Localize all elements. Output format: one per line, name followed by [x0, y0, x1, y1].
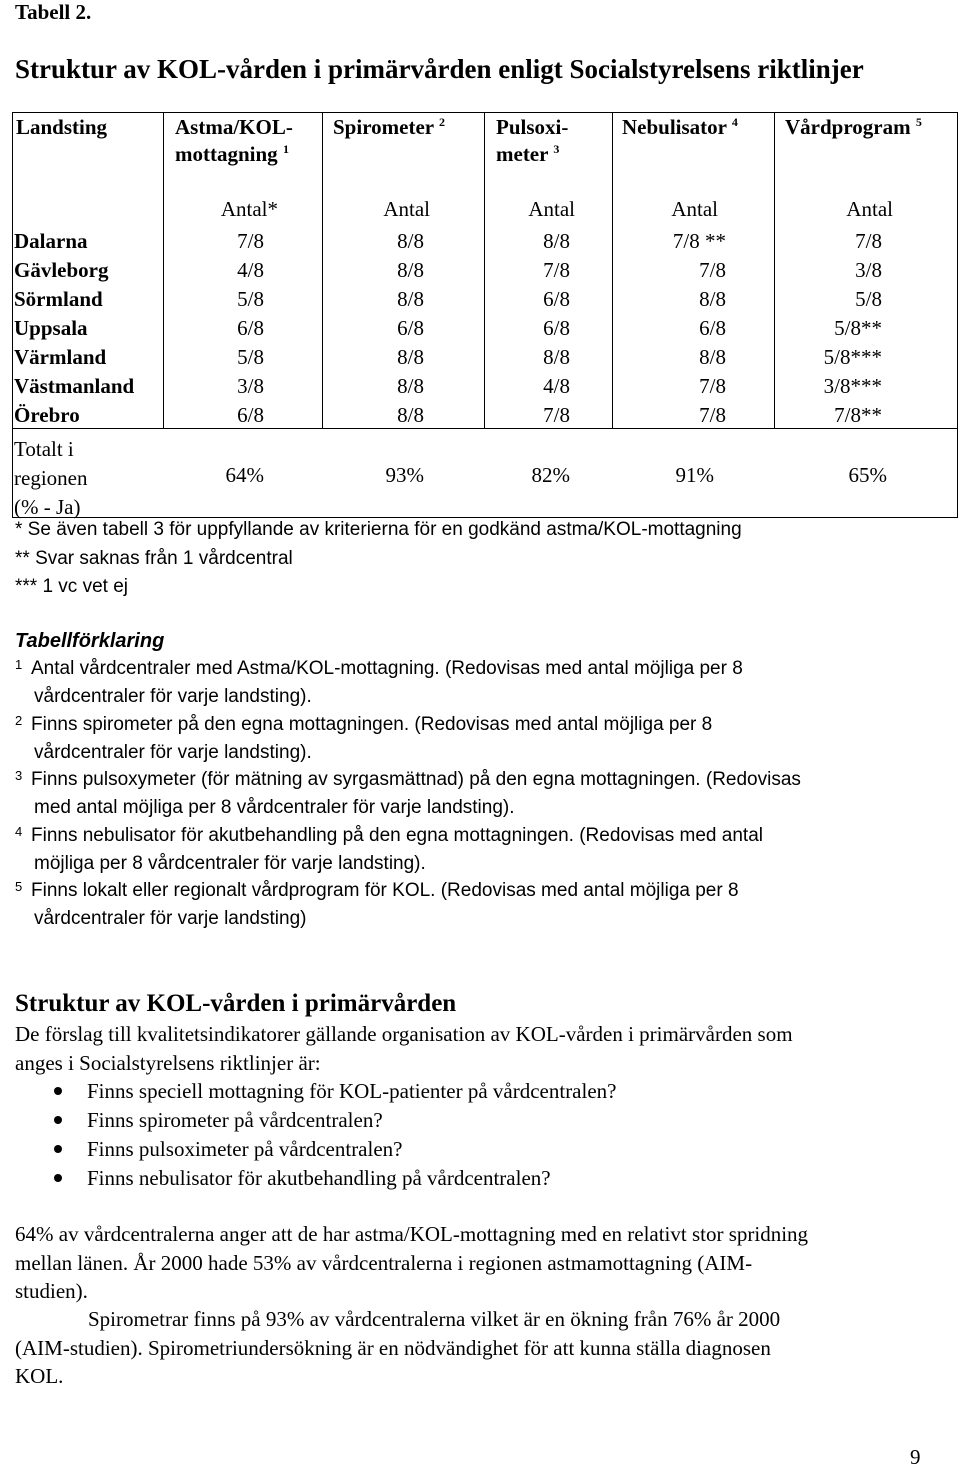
explanation-text: vårdcentraler för varje landsting).: [34, 686, 312, 707]
table-cell: 5/8: [237, 345, 264, 369]
table-cell: 6/8: [543, 287, 570, 311]
table-cell: 8/8: [699, 287, 726, 311]
bullet-icon: [54, 1174, 62, 1182]
section-heading: Struktur av KOL-vården i primärvården: [15, 990, 457, 1017]
footnote: * Se även tabell 3 för uppfyllande av kriterierna för en godkänd astma/KOL-mottagning: [15, 519, 742, 540]
table-cell: 5/8: [855, 287, 882, 311]
explanation-text: vårdcentraler för varje landsting): [34, 908, 307, 929]
table-col-divider: [612, 112, 613, 428]
explanation-text: Finns nebulisator för akutbehandling på den egna mottagningen. (Redovisas med antal: [31, 824, 763, 846]
footnote-number: 3: [15, 768, 23, 783]
table-cell: 7/8: [699, 403, 726, 427]
table-cell: 8/8: [397, 287, 424, 311]
explanation-heading: Tabellförklaring: [15, 630, 165, 652]
paragraph-astma-kol: 64% av vårdcentralerna anger att de har astma/KOL-mottagning med en relativt stor spridning mellan länen. År 2000 hade 53% av vårdcentralerna i regionen astmamottagning (AIM- studien).: [15, 1222, 809, 1303]
table-cell: 7/8: [699, 258, 726, 282]
bullet-icon: [54, 1116, 62, 1124]
table-row-divider: [12, 428, 958, 429]
table-cell: 3/8: [855, 258, 882, 282]
table-cell: 7/8: [543, 403, 570, 427]
table-cell: 7/8 **: [672, 229, 726, 253]
table-cell: 8/8: [397, 374, 424, 398]
explanation-text: Finns spirometer på den egna mottagningen. (Redovisas med antal möjliga per 8: [31, 713, 713, 735]
table-cell: 7/8: [237, 229, 264, 253]
unit-label: Antal: [671, 197, 718, 221]
header-landsting: Landsting: [16, 115, 108, 139]
explanation-text: Finns pulsoxymeter (för mätning av syrgasmättnad) på den egna mottagningen. (Redovisas: [31, 769, 801, 790]
footnote: *** 1 vc vet ej: [15, 576, 128, 597]
total-value: 91%: [675, 463, 714, 487]
table-cell: 8/8: [397, 345, 424, 369]
table-cell: 8/8: [397, 258, 424, 282]
table-cell: 3/8***: [823, 374, 882, 398]
section-intro: De förslag till kvalitetsindikatorer gällande organisation av KOL-vården i primärvården som anges i Socialstyrelsens riktlinjer är:: [15, 1022, 793, 1075]
kol-structure-table: [12, 112, 958, 518]
table-cell: 7/8: [543, 258, 570, 282]
header-spirometer: Spirometer $^2$: [333, 115, 445, 139]
row-label: Sörmland: [14, 287, 103, 311]
footnote-number: 4: [15, 823, 23, 839]
row-label: Örebro: [14, 403, 80, 427]
table-col-divider: [322, 112, 323, 428]
total-value: 64%: [225, 463, 264, 487]
table-cell: 6/8: [699, 316, 726, 340]
table-cell: 8/8: [397, 229, 424, 253]
total-value: 82%: [531, 463, 570, 487]
explanation-text: Antal vårdcentraler med Astma/KOL-mottagning. (Redovisas med antal möjliga per 8: [31, 658, 743, 679]
table-cell: 4/8: [237, 258, 264, 282]
table-cell: 6/8: [237, 316, 264, 340]
explanation-text: vårdcentraler för varje landsting).: [34, 741, 312, 763]
footnote-number: 1: [15, 657, 23, 672]
table-cell: 7/8: [699, 374, 726, 398]
page-number: 9: [910, 1445, 921, 1469]
table-cell: 8/8: [543, 229, 570, 253]
explanation-text: möjliga per 8 vårdcentraler för varje landsting).: [34, 852, 426, 874]
explanation-text: med antal möjliga per 8 vårdcentraler för varje landsting).: [34, 797, 515, 818]
table-cell: 5/8***: [823, 345, 882, 369]
table-cell: 7/8: [855, 229, 882, 253]
total-label: Totalt i regionen (% - Ja): [14, 437, 88, 519]
header-nebulisator: Nebulisator $^4$: [622, 115, 738, 139]
header-astma-kol: Astma/KOL- mottagning $^1$: [175, 115, 293, 166]
table-cell: 7/8**: [834, 403, 882, 427]
page-title: Struktur av KOL-vården i primärvården enligt Socialstyrelsens riktlinjer: [15, 54, 864, 84]
unit-label: Antal: [846, 197, 893, 221]
header-vardprogram: Vårdprogram $^5$: [785, 115, 922, 139]
table-cell: 8/8: [699, 345, 726, 369]
table-cell: 4/8: [543, 374, 570, 398]
row-label: Värmland: [14, 345, 107, 369]
table-cell: 6/8: [397, 316, 424, 340]
table-cell: 3/8: [237, 374, 264, 398]
unit-label: Antal*: [220, 197, 278, 221]
total-value: 93%: [385, 463, 424, 487]
bullet-icon: [54, 1145, 62, 1153]
table-cell: 5/8**: [834, 316, 882, 340]
paragraph-spirometry: Spirometrar finns på 93% av vårdcentralerna vilket är en ökning från 76% år 2000 (AIM-studien). Spirometriundersökning är en nödvändighet för att kunna ställa diagnosen KOL.: [15, 1307, 781, 1388]
total-value: 65%: [848, 463, 887, 487]
table-col-divider: [484, 112, 485, 428]
unit-label: Antal: [383, 197, 430, 221]
table-col-divider: [163, 112, 164, 428]
row-label: Gävleborg: [14, 258, 109, 282]
table-cell: 8/8: [397, 403, 424, 427]
row-label: Uppsala: [14, 316, 88, 340]
table-col-divider: [774, 112, 775, 428]
row-label: Dalarna: [14, 229, 88, 253]
table-cell: 6/8: [543, 316, 570, 340]
unit-label: Antal: [528, 197, 575, 221]
header-pulsoximeter: Pulsoxi- meter $^3$: [496, 115, 569, 166]
footnote: ** Svar saknas från 1 vårdcentral: [15, 547, 293, 569]
bullet-icon: [54, 1087, 62, 1095]
table-cell: 6/8: [237, 403, 264, 427]
document-page: Tabell 2. Struktur av KOL-vården i primärvården enligt Socialstyrelsens riktlinjer Landsting Astma/KOL- mottagning $^1$ Spirometer $^2$ Pulsoxi- meter $^3$ Nebulisator $^4$ Vårdprogram $^5$ Antal* Antal Antal Antal Antal Dalarna 7/8 8/8 8/8 7/8 ** 7/8 Gävleborg 4/8 8/8 7/8 7/8 3/8 Sörmland 5/8 8/8 6/8 8/8 5/8 Uppsala 6/8 6/8 6/8 6/8 5/8** Värmland 5/8 8/8 8/8 8/8 5/8*** Västmanland 3/8 8/8 4/8 7/8 3/8*** Örebro 6/8 8/8 7/8 7/8 7/8** Totalt i regionen (% - Ja) 64% 93% 82% 91% 65% * Se även tabell 3 för uppfyllande av kriterierna för en godkänd astma/KOL-mottagning ** Svar saknas från 1 vårdcentral *** 1 vc vet ej Tabellförklaring 1 Antal vårdcentraler med Astma/KOL-mottagning. (Redovisas med antal möjliga per 8 vårdcentraler för varje landsting). 2 Finns spirometer på den egna mottagningen. (Redovisas med antal möjliga per 8 vårdcentraler för varje landsting). 3 Finns pulsoxymeter (för mätning av syrgasmättnad) på den egna mottagningen. (Redovisas med antal möjliga per 8 vårdcentraler för varje landsting). 4 Finns nebulisator för akutbehandling på den egna mottagningen. (Redovisas med antal möjliga per 8 vårdcentraler för varje landsting). 5 Finns lokalt eller regionalt vårdprogram för KOL. (Redovisas med antal möjliga per 8 vårdcentraler för varje landsting) Struktur av KOL-vården i primärvården De förslag till kvalitetsindikatorer gällande organisation av KOL-vården i primärvården som anges i Socialstyrelsens riktlinjer är: Finns speciell mottagning för KOL-patienter på vårdcentralen? Finns spirometer på vårdcentralen? Finns pulsoximeter på vårdcentralen? Finns nebulisator för akutbehandling på vårdcentralen? 64% av vårdcentralerna anger att de har astma/KOL-mottagning med en relativt stor spridning mellan länen. År 2000 hade 53% av vårdcentralerna i regionen astmamottagning (AIM- studien). Spirometrar finns på 93% av vårdcentralerna vilket är en ökning från 76% år 2000 (AIM-studien). Spirometriundersökning är en nödvändighet för att kunna ställa diagnosen KOL. 9: [0, 0, 960, 1469]
footnote-number: 5: [15, 879, 23, 894]
table-cell: 8/8: [543, 345, 570, 369]
table-caption: Tabell 2.: [15, 0, 92, 24]
table-cell: 5/8: [237, 287, 264, 311]
row-label: Västmanland: [14, 374, 135, 398]
footnote-number: 2: [15, 712, 23, 728]
explanation-text: Finns lokalt eller regionalt vårdprogram för KOL. (Redovisas med antal möjliga per 8: [31, 880, 739, 901]
table-footnotes: [15, 516, 742, 602]
